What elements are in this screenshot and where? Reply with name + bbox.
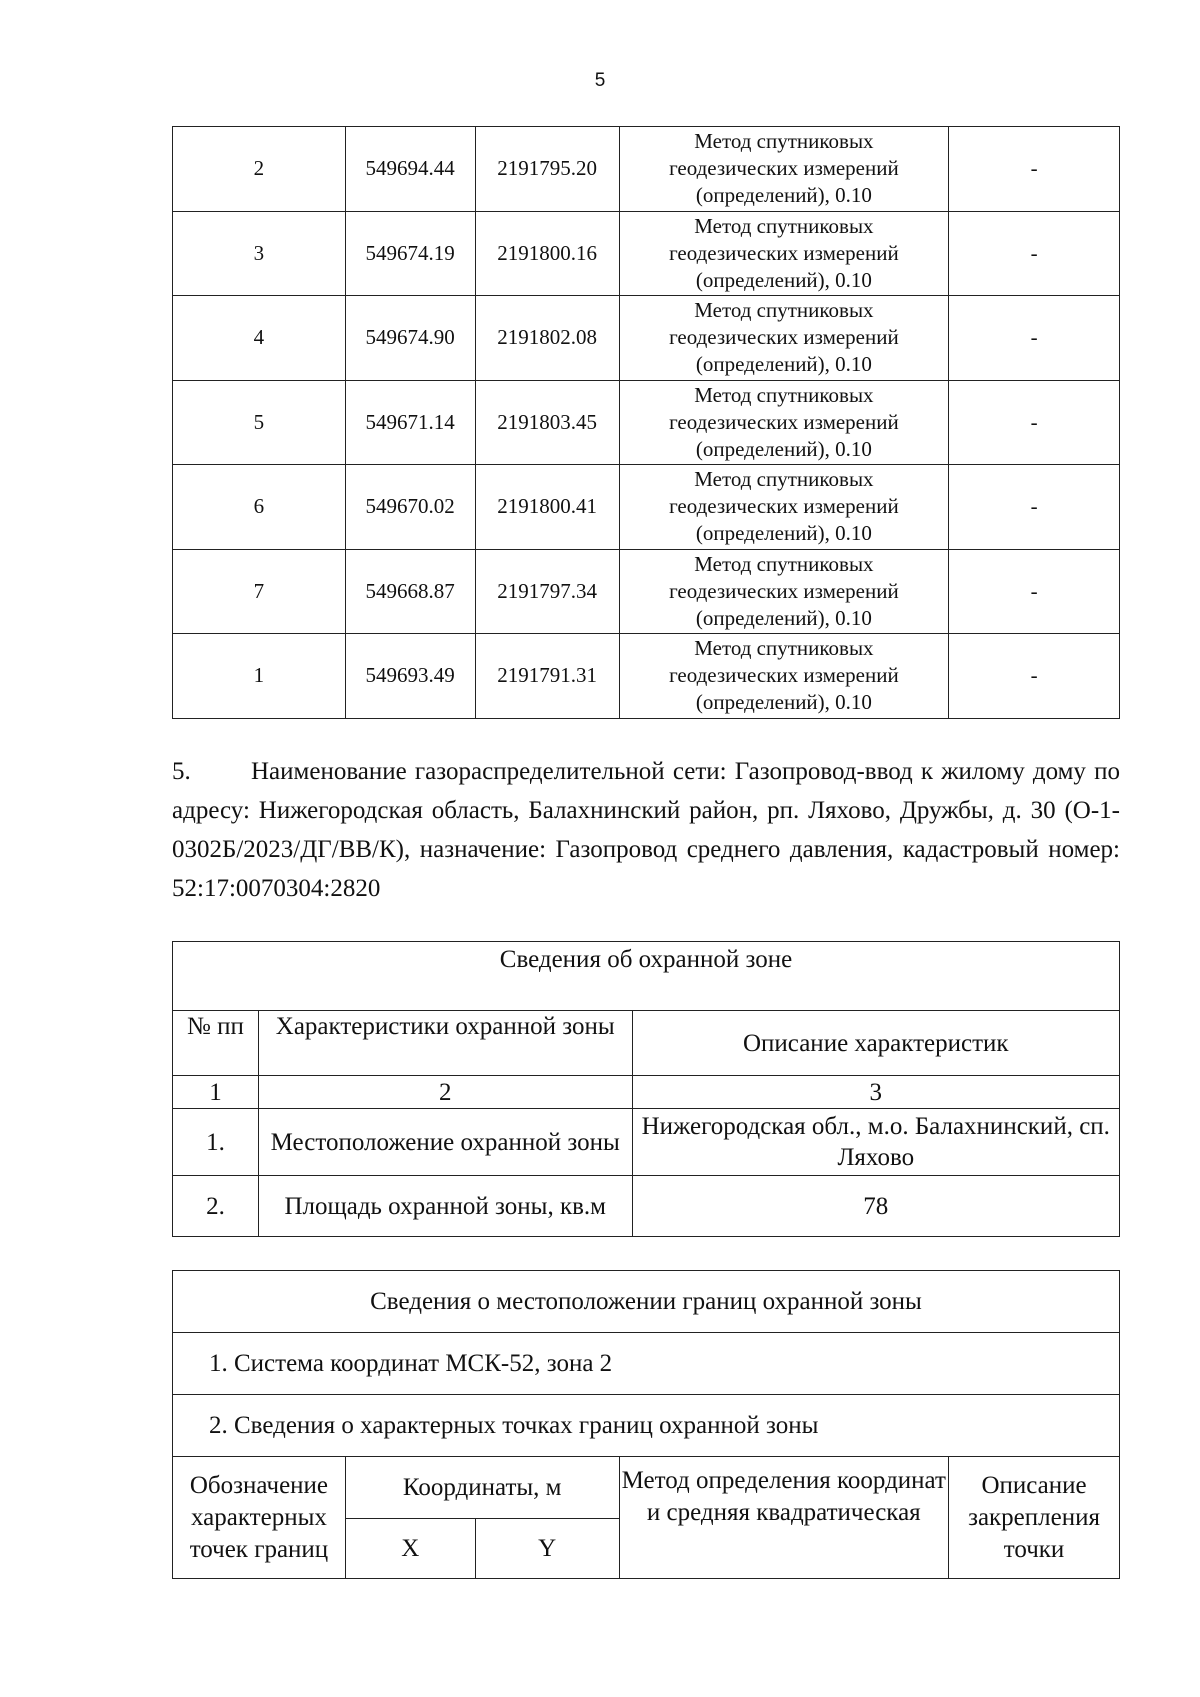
col-designation: Обозначение характерных точек границ	[173, 1457, 346, 1579]
method-line: геодезических измерений	[669, 578, 899, 603]
col-y: Y	[475, 1519, 619, 1579]
method-line: (определений), 0.10	[695, 183, 872, 208]
method-line: (определений), 0.10	[695, 521, 872, 546]
method-line: геодезических измерений	[669, 409, 899, 434]
table-row	[173, 634, 1120, 719]
method-line: (определений), 0.10	[695, 267, 872, 292]
description-cell: -	[949, 380, 1120, 465]
description-cell: -	[949, 465, 1120, 550]
table-row	[173, 211, 1120, 296]
section-text: Наименование газораспределительной сети: Газопровод-ввод к жилому дому по адресу: Нижегородская область, Балахнинский район, рп. Ляхово, Дружбы, д. 30 (О-1-0302Б/2023/ДГ/ВВ/К), назначение: Газопровод среднего давления, кадастровый номер: 52:17:0070304:2820	[172, 758, 1120, 902]
col-coordinates: Координаты, м	[345, 1457, 619, 1519]
y-cell: 2191791.31	[475, 634, 619, 719]
point-cell: 1	[173, 634, 346, 719]
point-cell: 3	[173, 211, 346, 296]
method-line: (определений), 0.10	[695, 690, 872, 715]
coordinate-system: 1. Система координат МСК-52, зона 2	[173, 1333, 1120, 1395]
header-characteristics: Характеристики охранной зоны	[258, 1011, 632, 1076]
method-line: геодезических измерений	[669, 156, 899, 181]
point-cell: 4	[173, 296, 346, 381]
row-num: 2.	[173, 1176, 259, 1237]
method-line: Метод спутниковых	[694, 551, 874, 576]
boundaries-table	[172, 1270, 1120, 1579]
zone-info-table	[172, 941, 1120, 1237]
x-cell: 549671.14	[345, 380, 475, 465]
description-cell: -	[949, 211, 1120, 296]
zone-table-title: Сведения об охранной зоне	[173, 942, 1120, 1011]
y-cell: 2191800.16	[475, 211, 619, 296]
table-row	[173, 127, 1120, 212]
description-cell: -	[949, 634, 1120, 719]
description-cell: -	[949, 549, 1120, 634]
point-cell: 5	[173, 380, 346, 465]
header-num: № пп	[173, 1011, 259, 1076]
y-cell: 2191803.45	[475, 380, 619, 465]
method-line: геодезических измерений	[669, 663, 899, 688]
method-cell	[619, 549, 949, 634]
points-title: 2. Сведения о характерных точках границ охранной зоны	[173, 1395, 1120, 1457]
row-value: 78	[632, 1176, 1119, 1237]
description-cell: -	[949, 296, 1120, 381]
page-number: 5	[594, 70, 606, 91]
numbering-cell: 2	[258, 1076, 632, 1109]
col-x: X	[345, 1519, 475, 1579]
method-cell	[619, 634, 949, 719]
col-method: Метод определения координат и средняя квадратическая	[619, 1457, 949, 1579]
y-cell: 2191802.08	[475, 296, 619, 381]
x-cell: 549670.02	[345, 465, 475, 550]
method-line: Метод спутниковых	[694, 382, 874, 407]
x-cell: 549694.44	[345, 127, 475, 212]
table-row	[173, 465, 1120, 550]
method-line: Метод спутниковых	[694, 129, 874, 154]
method-line: (определений), 0.10	[695, 605, 872, 630]
col-description: Описание закрепления точки	[949, 1457, 1120, 1579]
row-name: Местоположение охранной зоны	[258, 1109, 632, 1176]
x-cell: 549674.19	[345, 211, 475, 296]
method-cell	[619, 296, 949, 381]
method-cell	[619, 465, 949, 550]
method-cell	[619, 127, 949, 212]
header-description: Описание характеристик	[632, 1011, 1119, 1076]
numbering-cell: 3	[632, 1076, 1119, 1109]
method-line: (определений), 0.10	[695, 436, 872, 461]
method-line: Метод спутниковых	[694, 213, 874, 238]
coordinates-table	[172, 126, 1120, 719]
row-num: 1.	[173, 1109, 259, 1176]
method-line: Метод спутниковых	[694, 636, 874, 661]
method-line: геодезических измерений	[669, 240, 899, 265]
x-cell: 549668.87	[345, 549, 475, 634]
method-cell	[619, 380, 949, 465]
method-line: Метод спутниковых	[694, 467, 874, 492]
table-row	[173, 296, 1120, 381]
method-line: Метод спутниковых	[694, 298, 874, 323]
method-line: геодезических измерений	[669, 494, 899, 519]
point-cell: 2	[173, 127, 346, 212]
method-line: (определений), 0.10	[695, 352, 872, 377]
point-cell: 7	[173, 549, 346, 634]
x-cell: 549674.90	[345, 296, 475, 381]
numbering-cell: 1	[173, 1076, 259, 1109]
section-paragraph	[172, 752, 1120, 908]
bounds-table-title: Сведения о местоположении границ охранной зоны	[173, 1271, 1120, 1333]
point-cell: 6	[173, 465, 346, 550]
description-cell: -	[949, 127, 1120, 212]
table-row	[173, 380, 1120, 465]
x-cell: 549693.49	[345, 634, 475, 719]
y-cell: 2191797.34	[475, 549, 619, 634]
method-line: геодезических измерений	[669, 325, 899, 350]
y-cell: 2191800.41	[475, 465, 619, 550]
table-row	[173, 549, 1120, 634]
row-name: Площадь охранной зоны, кв.м	[258, 1176, 632, 1237]
y-cell: 2191795.20	[475, 127, 619, 212]
section-number: 5.	[172, 758, 191, 785]
row-value: Нижегородская обл., м.о. Балахнинский, сп. Ляхово	[632, 1109, 1119, 1176]
method-cell	[619, 211, 949, 296]
